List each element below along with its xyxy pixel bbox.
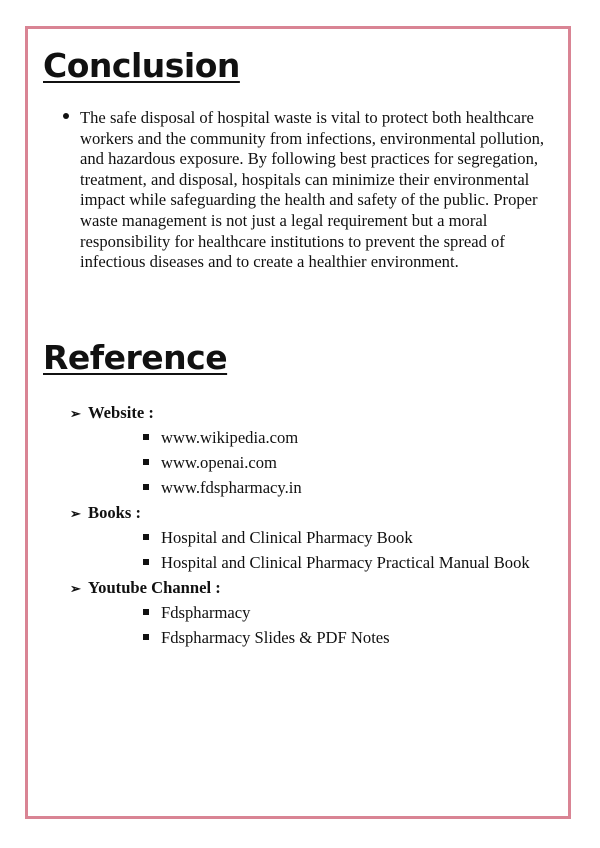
reference-item: Hospital and Clinical Pharmacy Book <box>70 525 551 550</box>
reference-item: Fdspharmacy Slides & PDF Notes <box>70 625 551 650</box>
reference-category-website <box>70 400 570 500</box>
category-label: Youtube Channel : <box>88 578 221 597</box>
reference-category-books <box>70 500 570 575</box>
reference-heading: Reference <box>43 338 228 377</box>
conclusion-heading: Conclusion <box>43 46 240 85</box>
reference-category-youtube <box>70 575 570 650</box>
arrow-bullet-icon: ➢ <box>70 581 81 596</box>
bullet-dot-icon <box>63 113 69 119</box>
reference-item: www.openai.com <box>70 450 551 475</box>
conclusion-text: The safe disposal of hospital waste is vital to protect both healthcare workers and the community from infections, environmental pollution, and hazardous exposure. By following best practices for segregation, treatment, and disposal, hospitals can minimize their environmental impact while safeguarding the health and safety of the public. Proper waste management is not just a legal requirement but a moral responsibility for healthcare institutions to prevent the spread of infectious diseases and to create a healthier environment. <box>80 108 545 272</box>
reference-item: www.wikipedia.com <box>70 425 551 450</box>
arrow-bullet-icon: ➢ <box>70 506 81 521</box>
reference-item: Hospital and Clinical Pharmacy Practical Manual Book <box>70 550 551 575</box>
category-label: Website : <box>88 403 154 422</box>
reference-item: Fdspharmacy <box>70 600 551 625</box>
reference-item: www.fdspharmacy.in <box>70 475 551 500</box>
reference-list <box>70 400 570 650</box>
category-label: Books : <box>88 503 142 522</box>
arrow-bullet-icon: ➢ <box>70 406 81 421</box>
